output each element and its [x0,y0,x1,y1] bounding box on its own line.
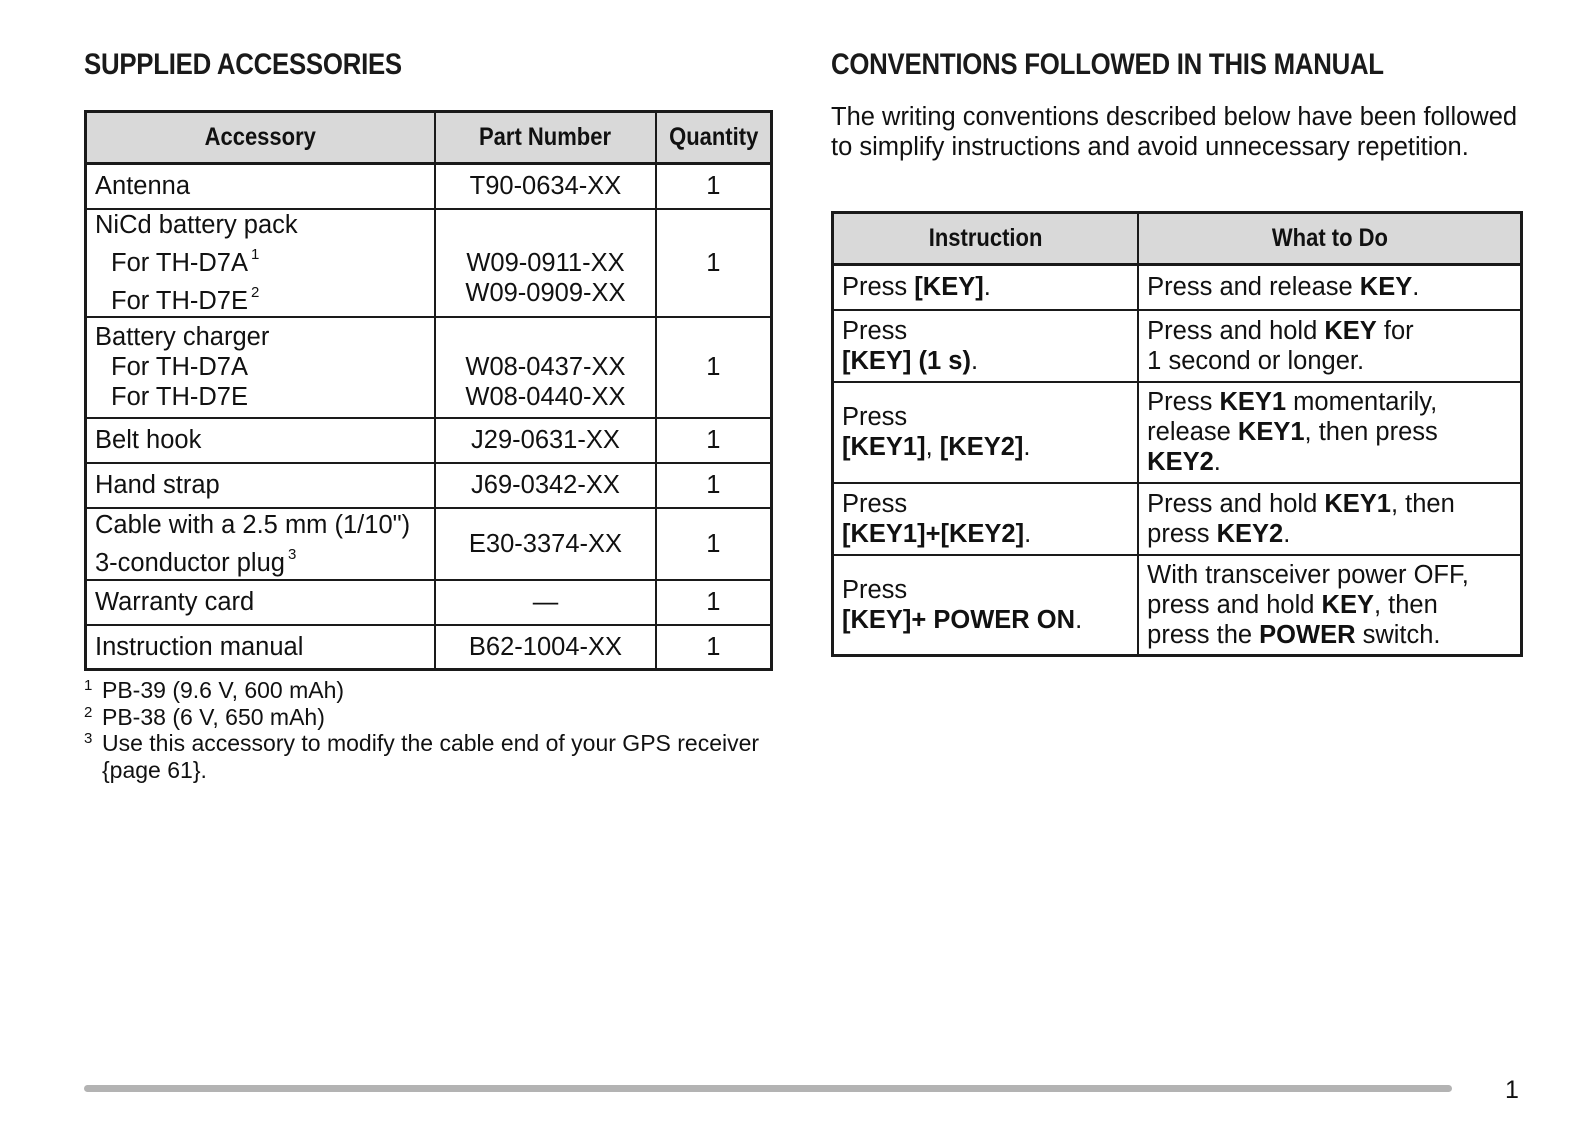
part-number: J69-0342-XX [435,463,655,508]
quantity: 1 [656,625,772,670]
key-text: KEY1 [1219,388,1287,416]
quantity: 1 [656,164,772,209]
footnote: 2 PB-38 (6 V, 650 mAh) [84,703,325,730]
part-number: — [435,580,655,625]
quantity: 1 [656,317,772,418]
column-header-part-number: Part Number [435,112,655,164]
key-text: KEY2 [1216,519,1284,548]
key-text: [KEY]+ POWER ON [842,605,1076,634]
quantity: 1 [656,463,772,508]
table-row [86,625,772,670]
key-text: [KEY1] [842,433,926,461]
conventions-heading: CONVENTIONS FOLLOWED IN THIS MANUAL [831,48,1384,81]
table-row [833,555,1522,656]
column-header-quantity: Quantity [656,112,772,164]
supplied-accessories-heading: SUPPLIED ACCESSORIES [84,48,402,81]
table-row [833,265,1522,310]
part-number: J29-0631-XX [435,418,655,463]
key-text: [KEY1]+[KEY2] [842,519,1025,548]
key-text: KEY1 [1324,489,1391,518]
table-row [833,382,1522,483]
quantity: 1 [656,580,772,625]
quantity: 1 [656,418,772,463]
accessory-name: Belt hook [86,418,436,463]
part-number: W09-0911-XX W09-0909-XX [435,209,655,317]
key-text: POWER [1259,620,1356,649]
accessory-name: NiCd battery pack For TH-D7A $^1$ For TH-D7E $^2$ [86,209,436,317]
table-row [86,580,772,625]
quantity: 1 [656,508,772,580]
table-header-row [833,213,1522,265]
accessory-name: Antenna [86,164,436,209]
accessory-name: Warranty card [86,580,436,625]
accessory-name: Cable with a 2.5 mm (1/10") 3-conductor plug $^3$ [86,508,436,580]
key-text: [KEY2] [939,433,1024,461]
key-text: KEY2 [1147,448,1214,476]
page-number: 1 [1505,1076,1519,1104]
accessory-name: Instruction manual [86,625,436,670]
key-text: KEY1 [1237,418,1305,446]
part-number: T90-0634-XX [435,164,655,209]
instruction-cell: Press [KEY]+ POWER ON. [833,555,1139,656]
key-text: KEY [1321,590,1374,619]
what-to-do-cell: With transceiver power OFF, press and hold KEY, then press the POWER switch. [1138,555,1521,656]
footnotes [84,677,784,783]
key-text: KEY [1359,273,1413,302]
instruction-cell: Press [KEY]. [833,265,1139,310]
table-row [86,418,772,463]
column-header-what-to-do: What to Do [1138,213,1521,265]
footnote-ref: 3 [287,545,297,563]
table-row [86,463,772,508]
table-row [833,310,1522,382]
table-row [86,164,772,209]
what-to-do-cell: Press and release KEY. [1138,265,1521,310]
table-row [86,317,772,418]
part-number: B62-1004-XX [435,625,655,670]
table-header-row [86,112,772,164]
table-row [833,483,1522,555]
footer-rule [84,1085,1452,1092]
footnote-ref: 2 [250,283,260,301]
column-header-accessory: Accessory [86,112,436,164]
accessories-table [84,110,773,671]
key-text: [KEY] [914,273,984,302]
accessory-name: Hand strap [86,463,436,508]
quantity: 1 [656,209,772,317]
conventions-intro: The writing conventions described below have been followed to simplify instructions and avoid unnecessary repetition. [831,103,1518,161]
what-to-do-cell: Press and hold KEY1, then press KEY2. [1138,483,1521,555]
footnote: 3 Use this accessory to modify the cable end of your GPS receiver {page 61}. [84,730,760,783]
column-header-instruction: Instruction [833,213,1139,265]
instruction-cell: Press [KEY1], [KEY2]. [833,382,1139,483]
key-text: [KEY] (1 s) [842,346,971,375]
table-row [86,508,772,580]
accessory-name: Battery charger For TH-D7A For TH-D7E [86,317,436,418]
instruction-cell: Press [KEY1]+[KEY2]. [833,483,1139,555]
instruction-cell: Press [KEY] (1 s). [833,310,1139,382]
what-to-do-cell: Press KEY1 momentarily, release KEY1, then press KEY2. [1138,382,1521,483]
key-text: KEY [1324,316,1377,345]
footnote: 1 PB-39 (9.6 V, 600 mAh) [84,677,345,703]
part-number: E30-3374-XX [435,508,655,580]
footnote-ref: 1 [250,245,260,263]
conventions-table [831,211,1523,657]
what-to-do-cell: Press and hold KEY for 1 second or longer. [1138,310,1521,382]
table-row [86,209,772,317]
part-number: W08-0437-XX W08-0440-XX [435,317,655,418]
